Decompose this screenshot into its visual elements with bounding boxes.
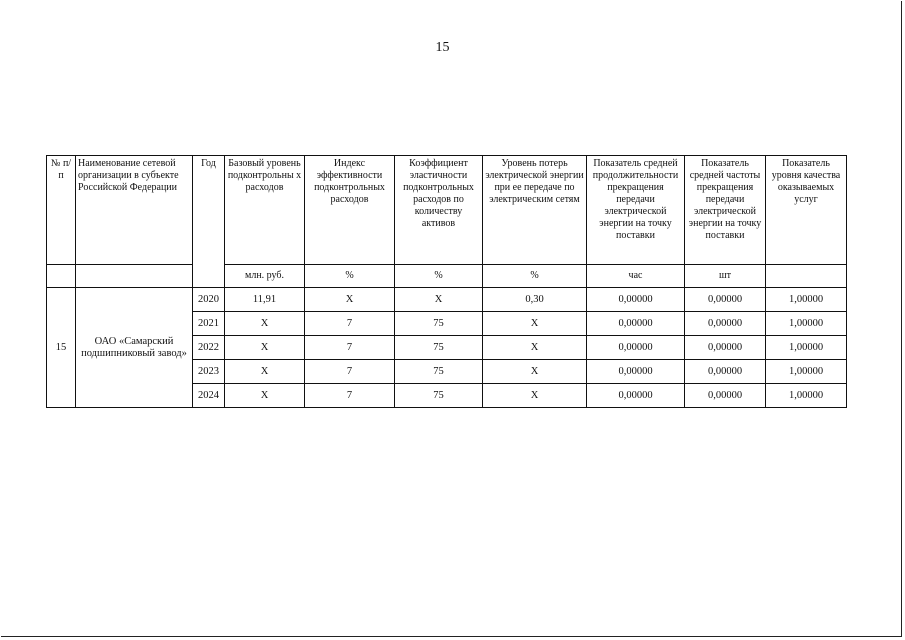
table-cell: 2021 (193, 312, 225, 336)
table-cell: 1,00000 (766, 312, 847, 336)
units-cell: % (305, 265, 395, 288)
table-cell: 1,00000 (766, 360, 847, 384)
table-cell: Х (225, 312, 305, 336)
table-row (47, 288, 847, 312)
table-cell: 0,00000 (685, 360, 766, 384)
table-cell: 7 (305, 312, 395, 336)
row-number-cell: 15 (47, 288, 76, 408)
units-cell: шт (685, 265, 766, 288)
table-cell: 0,00000 (587, 384, 685, 408)
table-cell: Х (225, 360, 305, 384)
units-cell-empty (47, 265, 76, 288)
page-number: 15 (435, 40, 450, 55)
table-cell: 75 (395, 312, 483, 336)
organization-cell: ОАО «Самарский подшипниковый завод» (76, 288, 193, 408)
table-cell: 1,00000 (766, 384, 847, 408)
table-cell: Х (483, 384, 587, 408)
table-cell: 75 (395, 360, 483, 384)
header-cell-losses: Уровень потерь электрической энергии при ее передаче по электрическим сетям (483, 156, 587, 265)
units-cell: % (483, 265, 587, 288)
table-cell: 75 (395, 336, 483, 360)
table-cell: 0,00000 (685, 384, 766, 408)
header-cell-efficiency-index: Индекс эффективности подконтрольных расходов (305, 156, 395, 265)
units-row (47, 265, 847, 288)
table-cell: 0,00000 (587, 288, 685, 312)
table-cell: 2020 (193, 288, 225, 312)
table-cell: 2022 (193, 336, 225, 360)
units-cell: млн. руб. (225, 265, 305, 288)
table-cell: Х (225, 384, 305, 408)
header-cell-number: № п/п (47, 156, 76, 265)
table-cell: 7 (305, 336, 395, 360)
table-cell: Х (483, 312, 587, 336)
table-cell: 75 (395, 384, 483, 408)
table-cell: 1,00000 (766, 336, 847, 360)
header-cell-base-level: Базовый уровень подконтрольны х расходов (225, 156, 305, 265)
table-cell: 2024 (193, 384, 225, 408)
units-cell-empty (76, 265, 193, 288)
header-cell-frequency: Показатель средней частоты прекращения передачи электрической энергии на точку поставки (685, 156, 766, 265)
header-cell-year: Год (193, 156, 225, 288)
table-cell: 0,00000 (587, 312, 685, 336)
table-cell: Х (305, 288, 395, 312)
table-cell: 7 (305, 360, 395, 384)
table-cell: 1,00000 (766, 288, 847, 312)
table-cell: 0,00000 (685, 336, 766, 360)
header-cell-elasticity: Коэффициент эластичности подконтрольных расходов по количеству активов (395, 156, 483, 265)
table-cell: 0,00000 (685, 312, 766, 336)
table-cell: Х (483, 360, 587, 384)
header-cell-organization: Наименование сетевой организации в субъекте Российской Федерации (76, 156, 193, 265)
units-cell: % (395, 265, 483, 288)
table-cell: 0,00000 (587, 360, 685, 384)
units-cell: час (587, 265, 685, 288)
table-cell: Х (483, 336, 587, 360)
tariff-table (46, 155, 847, 408)
table-cell: 7 (305, 384, 395, 408)
table-cell: 2023 (193, 360, 225, 384)
table-cell: 0,00000 (685, 288, 766, 312)
table-cell: 0,30 (483, 288, 587, 312)
table-cell: Х (225, 336, 305, 360)
table-cell: 11,91 (225, 288, 305, 312)
table-cell: Х (395, 288, 483, 312)
units-cell (766, 265, 847, 288)
header-cell-quality: Показатель уровня качества оказываемых услуг (766, 156, 847, 265)
table-cell: 0,00000 (587, 336, 685, 360)
header-cell-duration: Показатель средней продолжительности прекращения передачи электрической энергии на точку поставки (587, 156, 685, 265)
header-row (47, 156, 847, 265)
